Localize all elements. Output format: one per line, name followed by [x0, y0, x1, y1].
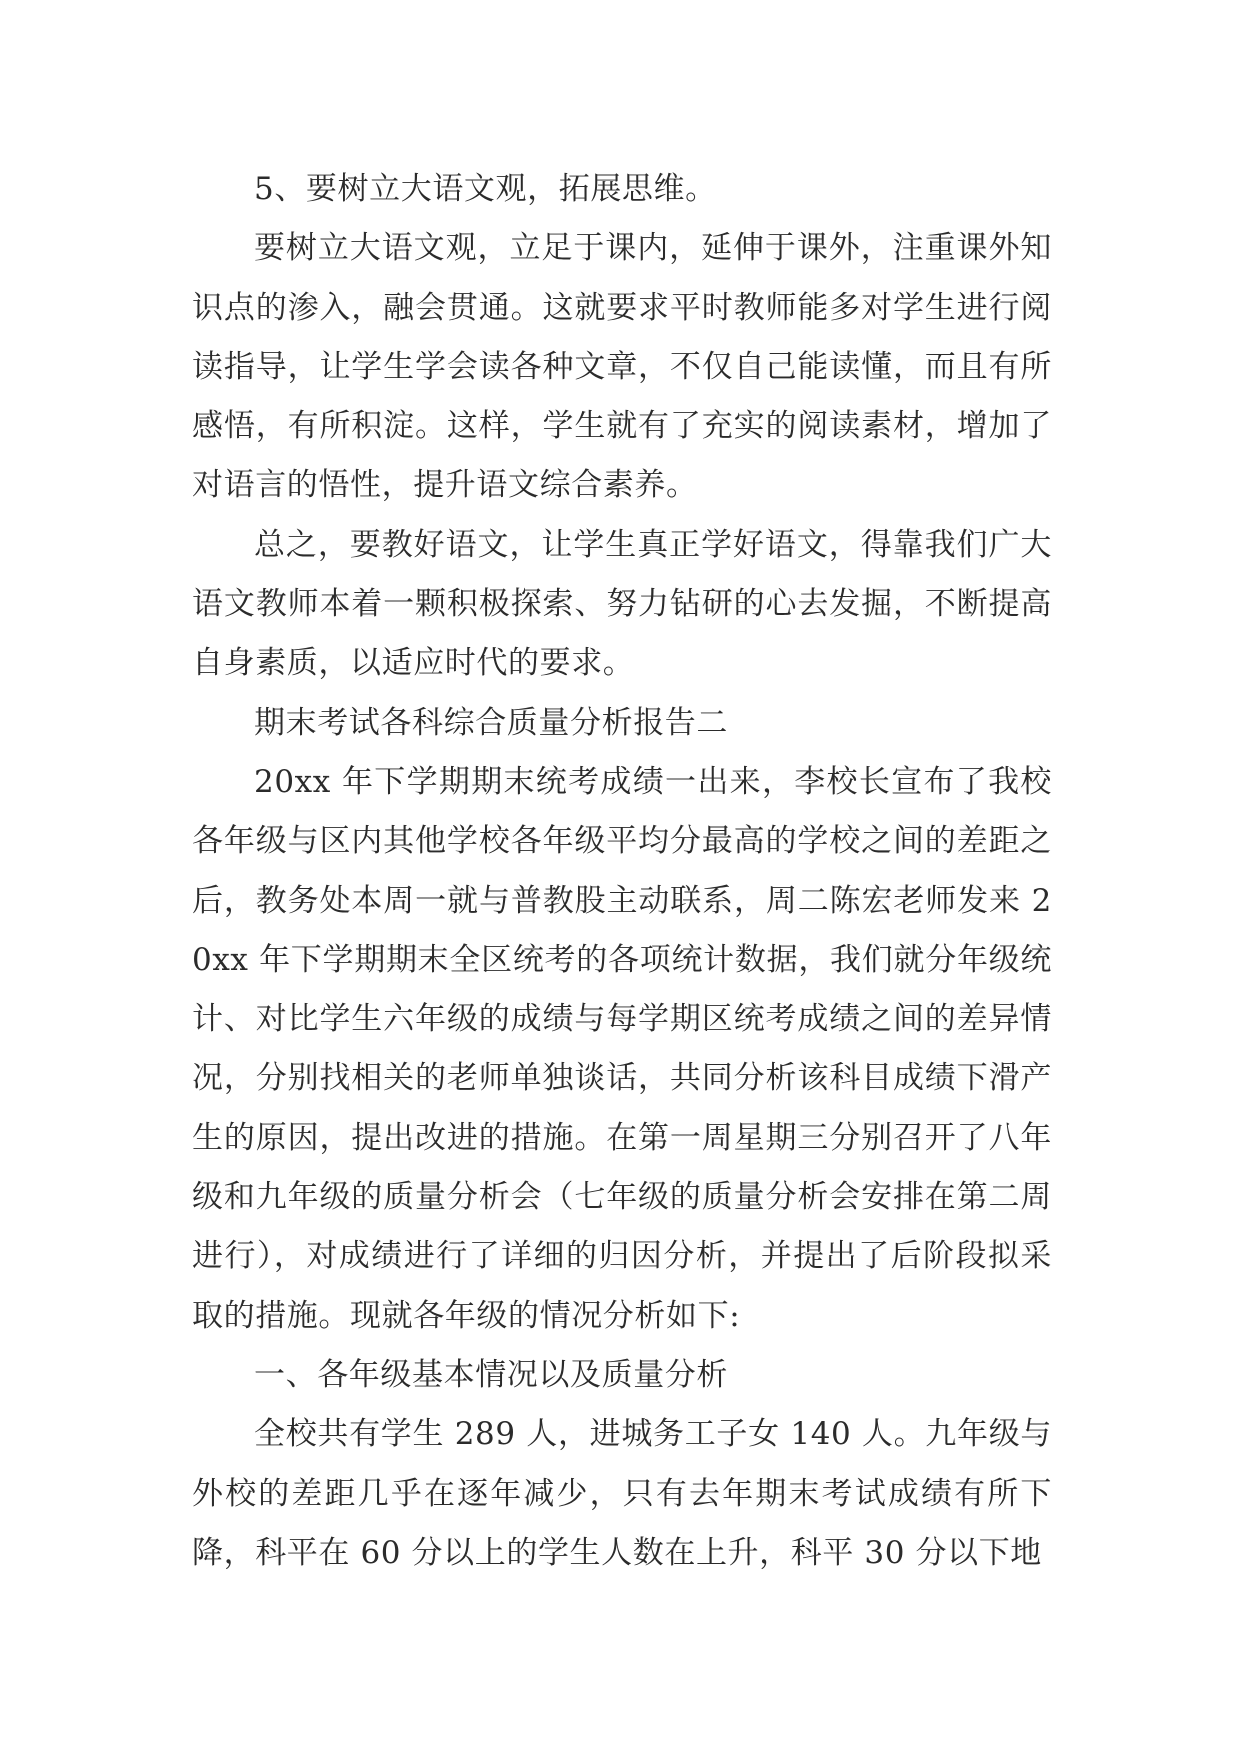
section-heading-1: 一、各年级基本情况以及质量分析: [254, 1356, 728, 1393]
section-heading-5: 5、要树立大语文观，拓展思维。: [254, 171, 717, 207]
body-paragraph: 要树立大语文观，立足于课内，延伸于课外，注重课外知识点的渗入，融会贯通。这就要求平时教师能多对学生进行阅读指导，让学生学会读各种文章，不仅自己能读懂，而且有所感悟，有所积淀。这样，学生就有了充实的阅读素材，增加了对语言的悟性，提升语文综合素养。: [192, 230, 1052, 504]
body-paragraph: 全校共有学生 289 人，进城务工子女 140 人。九年级与外校的差距几乎在逐年减少，只有去年期末考试成绩有所下降，科平在 60 分以上的学生人数在上升，科平 30 分以下地: [192, 1416, 1052, 1571]
body-paragraph: 20xx 年下学期期末统考成绩一出来，李校长宣布了我校各年级与区内其他学校各年级平均分最高的学校之间的差距之后，教务处本周一就与普教股主动联系，周二陈宏老师发来 20xx 年下学期期末全区统考的各项统计数据，我们就分年级统计、对比学生六年级的成绩与每学期区统考成绩之间的差异情况，分别找相关的老师单独谈话，共同分析该科目成绩下滑产生的原因，提出改进的措施。在第一周星期三分别召开了八年级和九年级的质量分析会（七年级的质量分析会安排在第二周进行），对成绩进行了详细的归因分析，并提出了后阶段拟采取的措施。现就各年级的情况分析如下:: [192, 763, 1052, 1334]
conclusion-paragraph: 总之，要教好语文，让学生真正学好语文，得靠我们广大语文教师本着一颗积极探索、努力钻研的心去发掘，不断提高自身素质，以适应时代的要求。: [192, 526, 1052, 682]
report-title: 期末考试各科综合质量分析报告二: [254, 704, 728, 741]
document-body: [192, 160, 1052, 1583]
